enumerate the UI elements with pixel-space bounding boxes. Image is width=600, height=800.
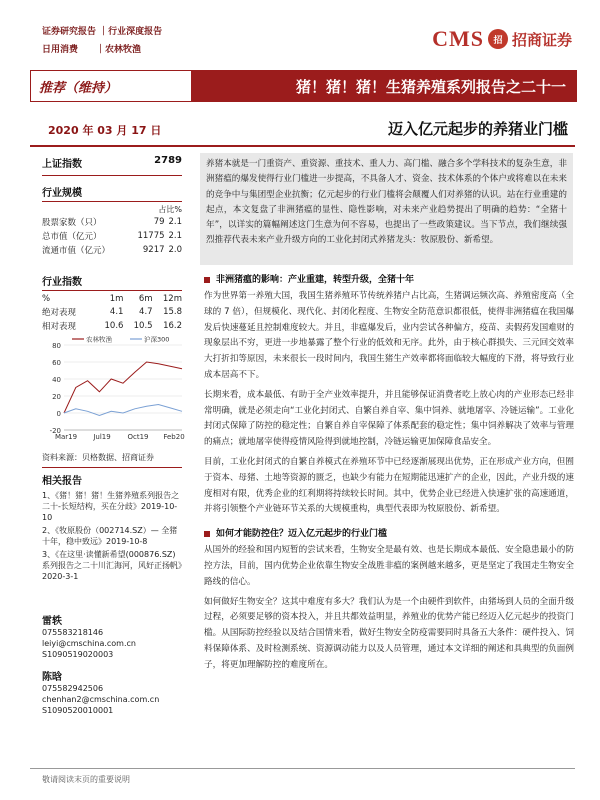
scale-table (42, 215, 182, 257)
company-logo (432, 26, 572, 52)
perf-divider (42, 290, 182, 291)
row-value: 10.5 (133, 321, 153, 331)
table-header (42, 293, 182, 305)
section-title-text: 如何才能防控住？迈入亿元起步的行业门槛 (216, 529, 388, 540)
analyst-block (42, 668, 182, 716)
analyst-phone: 075583218146 (42, 628, 104, 637)
logo-text: CMS (432, 26, 484, 51)
analyst-name: 陈晗 (42, 672, 62, 683)
analyst-block (42, 612, 182, 660)
row-label: 总市值（亿元） (42, 232, 102, 242)
row-pct: 2.0 (168, 245, 182, 255)
main-content (204, 272, 574, 674)
logo-badge: 招 (488, 29, 508, 49)
row-label: 股票家数（只） (42, 218, 102, 228)
analyst-email[interactable]: leiyi@cmschina.com.cn (42, 639, 136, 648)
report-title: 猪！猪！猪！生猪养殖系列报告之二十一 (295, 78, 566, 96)
index-value: 2789 (154, 155, 182, 166)
row-value: 4.1 (109, 307, 124, 317)
analyst-email[interactable]: chenhan2@cmschina.com.cn (42, 695, 160, 704)
x-tick-label: Feb20 (163, 433, 185, 441)
col-header: 12m (162, 294, 182, 304)
paragraph: 从国外的经验和国内短暂的尝试来看，生物安全是最有效、也是长期成本最低、安全隐患最小的防控方法，目前，国内优势企业依靠生物安全战胜非瘟的案例越来越多，更是坚定了我国走生物安全路线的信心。 (204, 545, 574, 587)
paragraph: 如何做好生物安全？这其中难度有多大？我们认为是一个由硬件到软件，由猪场到人员的全面升级过程，必须要足够的资本投入，并且共都效益明显，养殖业的优势产能已经迈入亿元起步的投资门槛。从国际防控经验以及结合国情来看，做好生物安全防疫需要同时具备五大条件：硬件投入、饲料保障体系、及时检测系统、资源调动能力以及人员管理，通过本文详细的阐述和具典型的负面例子，将更加理解防控的难度所在。 (204, 596, 574, 670)
paragraph: 作为世界第一养殖大国，我国生猪养殖环节传统养猪户占比高，生猪调运频次高、养殖密度高（全球的 7 倍），但规模化、现代化、封闭化程度、生物安全防范意识都很低，使得非洲猪瘟在我国爆发后快速蔓延且控制难度较大。并且，非瘟爆发后，业内尝试各种偏方，疫苗、卖假药发国难财的现象层出不穷，更进一步地暴露了整个行业的低效和无序。此外，由于核心群损失、三元回交效率大打折扣等原因，未来很长一段时间内，我国生猪生产效率都将面临较大幅度的下滑，将导致行业成本居高不下。 (204, 291, 574, 380)
analyst-id: S1090519020003 (42, 650, 114, 659)
scale-title: 行业规模 (42, 188, 82, 199)
perf-title: 行业指数 (42, 277, 82, 288)
row-pct: 2.1 (168, 231, 182, 241)
footer-divider (30, 768, 575, 769)
col-header: 1m (109, 294, 124, 304)
row-value: 4.7 (139, 307, 153, 317)
y-tick-label: 20 (52, 393, 61, 401)
y-tick-label: 0 (56, 410, 61, 418)
table-row (42, 305, 182, 319)
series-line (64, 405, 182, 416)
scale-col-header: 占比% (158, 205, 182, 214)
table-row (42, 319, 182, 333)
row-value: 10.6 (104, 321, 124, 331)
paragraph: 长期来看，成本最低、有助于全产业效率提升，并且能够保证消费者吃上放心肉的产业形态已经非常明确，就是必须走向“工业化封闭式、自繁自养自宰、集中饲养、就地屠宰、冷链运输”。工业化封闭式保障了防控的稳定性；自繁自养自宰保障了体系配套的稳定性；集中饲养解决了效率与管理的痛点；就地屠宰使得疫情风险得到就地控制，冷链运输更加保障食品安全。 (204, 389, 574, 448)
footer-note: 敬请阅读末页的重要说明 (42, 775, 130, 784)
scale-divider (42, 201, 182, 202)
index-row (42, 155, 182, 170)
industry-tag: 日用消费 ｜农林牧渔 (42, 45, 142, 55)
table-row (42, 229, 182, 243)
col-header: % (42, 294, 51, 304)
row-value: 15.8 (163, 307, 182, 317)
sidebar-divider (42, 175, 182, 176)
rating-label: 推荐（维持） (39, 81, 118, 96)
index-label: 上证指数 (42, 159, 82, 170)
y-tick-label: 40 (52, 376, 61, 384)
series-line (64, 362, 182, 413)
summary-box: 养猪本就是一门重资产、重资源、重技术、重人力、高门槛、融合多个学科技术的复杂生意，非洲猪瘟的爆发使得行业门槛进一步提高，不具备人才、资金、技术体系的个体户或将难以在未来的竞争中与集团型企业抗衡；亿元起步的行业门槛将会颠覆人们对养猪的认识。站在行业重建的起点，本文复盘了非洲猪瘟的显性、隐性影响，对未来产业趋势提出了明确的趋势：“全猪十年”，以详实的篇幅阐述这门生意为何不容易，也提出了一些政策建议。当下节点，我们继续强烈推荐代表未来产业升级方向的工业化封闭式养猪龙头：牧原股份、新希望。 (200, 153, 573, 265)
chart-source: 资料来源：贝格数据、招商证券 (42, 453, 154, 462)
report-type-tag: 证券研究报告 ｜行业深度报告 (42, 27, 163, 37)
section-title-text: 非洲猪瘟的影响：产业重建，转型升级，全猪十年 (216, 275, 415, 285)
analyst-phone: 075582942506 (42, 684, 104, 693)
paragraph: 目前，工业化封闭式的自繁自养模式在养殖环节中已经逐渐展现出优势，正在形成产业方向，但囿于资本、母猪、土地等资源的匮乏，也缺少有能力在短期能迅速扩产的企业，因此，产业升级的速度相对有限，优秀企业的红利期将持续较长时间。其中，优势企业已经进入快速扩张的高速通道，并将引领整个产业链环节关系的大规模重构，典型代表即为牧原股份、新希望。 (204, 456, 574, 515)
source-divider (42, 467, 182, 468)
title-bar (30, 70, 577, 102)
row-label: 相对表现 (42, 322, 77, 332)
related-item[interactable]: 2、《牧原股份（002714.SZ）— 全猪十年，稳中致远》2019-10-8 (42, 526, 178, 546)
sidebar (42, 155, 185, 716)
analyst-name: 雷轶 (42, 616, 62, 627)
table-row (42, 243, 182, 257)
row-value: 11775 (137, 231, 165, 241)
row-label: 流通市值（亿元） (42, 246, 111, 256)
related-item[interactable]: 3、《在这里·读懂新希望(000876.SZ) 系列报告之二十川汇海河，风好正扬帆》2020-3-1 (42, 550, 182, 581)
row-pct: 2.1 (168, 217, 182, 227)
x-tick-label: Jul19 (93, 433, 111, 441)
report-subtitle: 迈入亿元起步的养猪业门槛 (387, 120, 568, 138)
col-header: 6m (138, 294, 153, 304)
y-tick-label: 60 (52, 359, 61, 367)
performance-chart (42, 335, 187, 450)
perf-table (42, 293, 182, 333)
logo-chinese: 招商证券 (511, 30, 572, 49)
analyst-id: S1090520010001 (42, 706, 114, 715)
related-item[interactable]: 1、《猪！猪！猪！生猪养殖系列报告之二十-长短结构，买在分歧》2019-10-10 (42, 491, 180, 522)
legend-label: 农林牧渔 (86, 335, 112, 344)
x-tick-label: Oct19 (127, 433, 149, 441)
row-value: 9217 (142, 245, 165, 255)
section-title (204, 526, 574, 539)
row-label: 绝对表现 (42, 308, 77, 318)
x-tick-label: Mar19 (54, 433, 78, 441)
row-value: 79 (153, 217, 165, 227)
bullet-icon (204, 531, 210, 537)
report-date: 2020 年 03 月 17 日 (48, 124, 162, 137)
legend-label: 沪深300 (144, 335, 170, 344)
bullet-icon (204, 277, 210, 283)
related-title: 相关报告 (42, 476, 82, 487)
divider-line (30, 145, 575, 147)
table-row (42, 215, 182, 229)
section-title (204, 272, 574, 285)
y-tick-label: 80 (52, 342, 61, 350)
row-value: 16.2 (163, 321, 182, 331)
y-tick-label: -20 (49, 427, 61, 435)
